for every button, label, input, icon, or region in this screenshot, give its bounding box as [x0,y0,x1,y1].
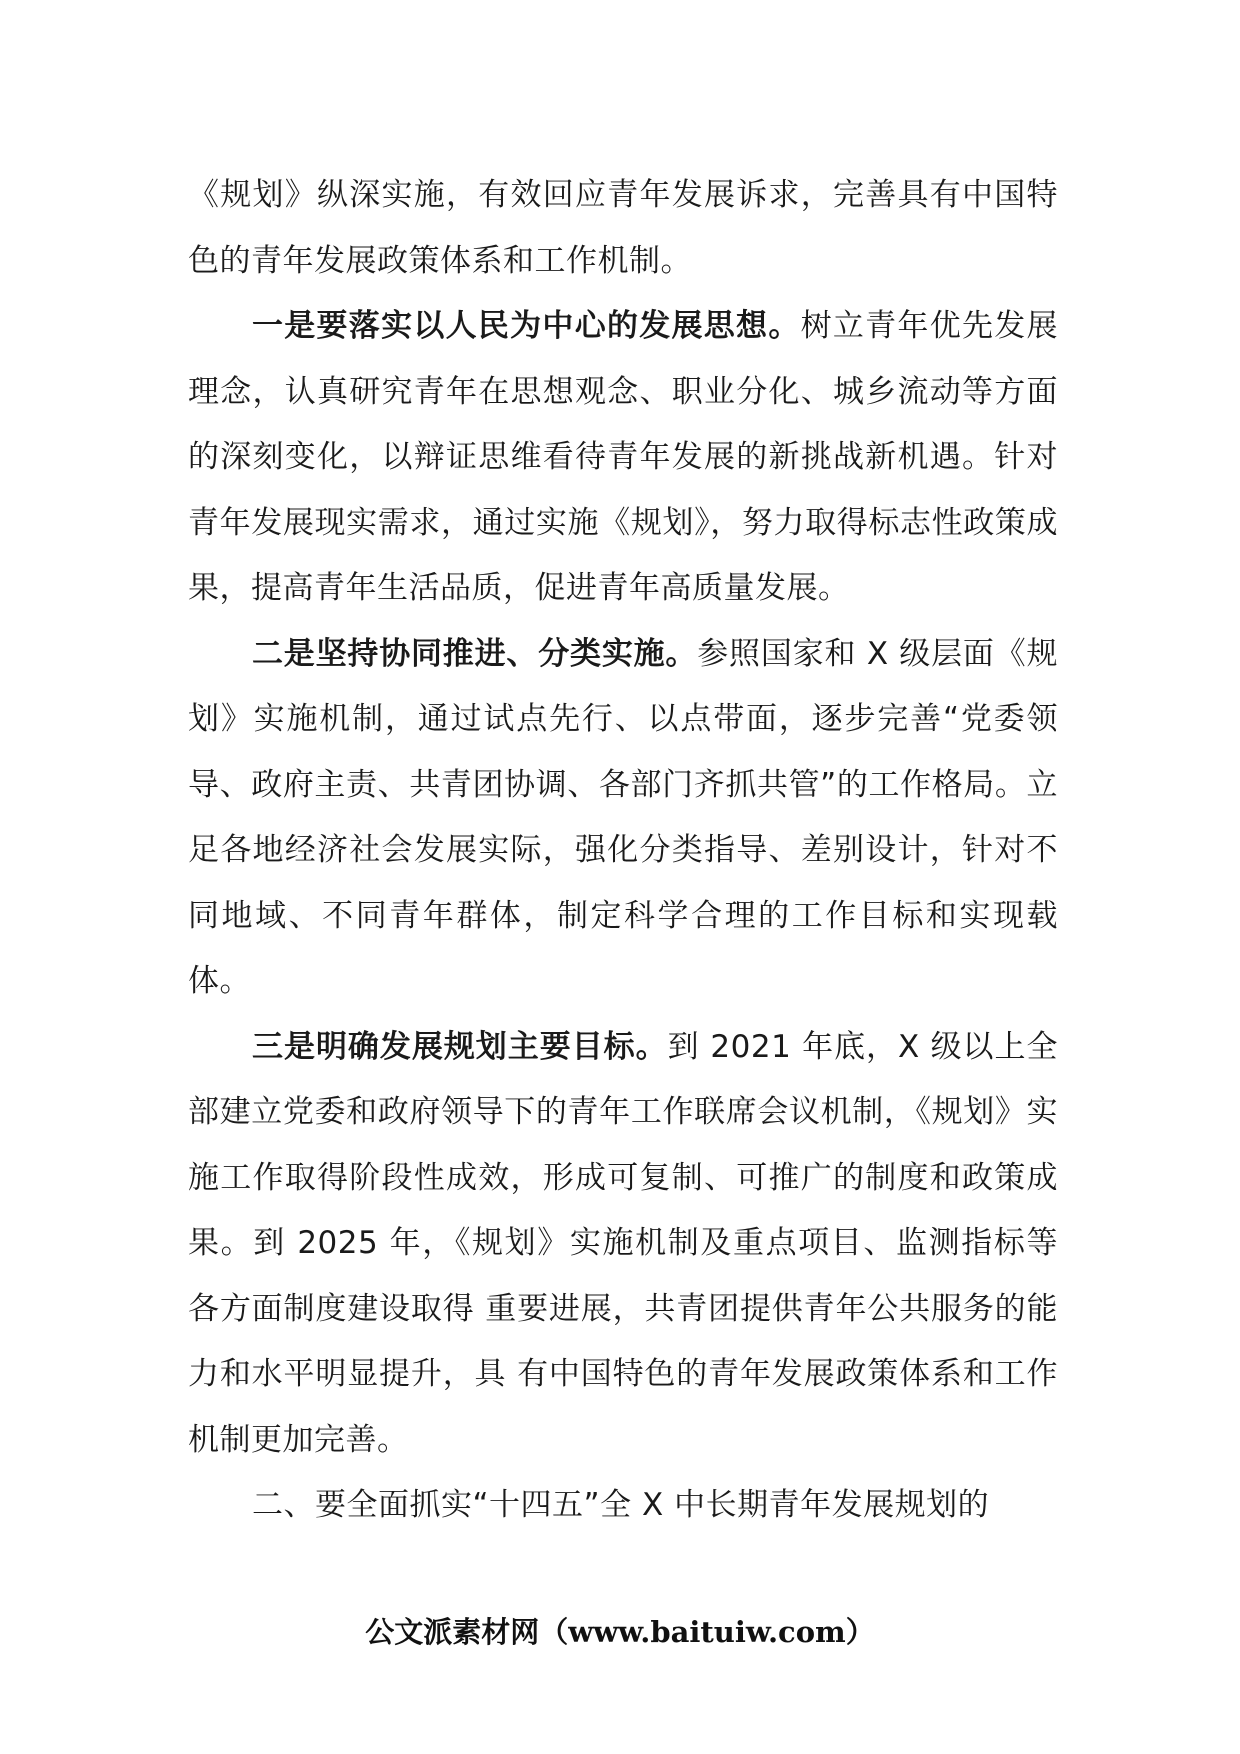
paragraph-point-one [188,294,1058,622]
paragraph-continuation [188,163,1058,294]
paragraph-point-two [188,622,1058,1015]
paragraph-section-two [188,1473,1058,1539]
paragraph-heading: 一是要落实以人民为中心的发展思想。 [252,308,801,344]
paragraph-text: 到 2021 年底，X 级以上全部建立党委和政府领导下的青年工作联席会议机制，《规划》实施工作取得阶段性成效，形成可复制、可推广的制度和政策成果。到 2025 年，《规划》实施机制及重点项目、监测指标等各方面制度建设取得 重要进展，共青团提供青年公共服务的能力和水平明显提升，具 有中国特色的青年发展政策体系和工作机制更加完善。 [188,1028,1058,1458]
footer-watermark: 公文派素材网（www.baituiw.com） [365,1615,875,1649]
document-body [188,163,1058,1539]
paragraph-heading: 二是坚持协同推进、分类实施。 [252,635,698,672]
paragraph-point-three [188,1015,1058,1474]
paragraph-text: 树立青年优先发展理念，认真研究青年在思想观念、职业分化、城乡流动等方面的深刻变化，以辩证思维看待青年发展的新挑战新机遇。针对青年发展现实需求，通过实施《规划》，努力取得标志性政策成果，提高青年生活品质，促进青年高质量发展。 [188,308,1059,606]
paragraph-text: 参照国家和 X 级层面《规划》实施机制，通过试点先行、以点带面，逐步完善“党委领导、政府主责、共青团协调、各部门齐抓共管”的工作格局。立足各地经济社会发展实际，强化分类指导、差别设计，针对不同地域、不同青年群体，制定科学合理的工作目标和实现载体。 [188,635,1058,999]
paragraph-heading: 三是明确发展规划主要目标。 [252,1028,668,1065]
paragraph-text: 《规划》纵深实施，有效回应青年发展诉求，完善具有中国特色的青年发展政策体系和工作机制。 [188,177,1058,279]
paragraph-text: 二、要全面抓实“十四五”全 X 中长期青年发展规划的 [252,1487,990,1523]
